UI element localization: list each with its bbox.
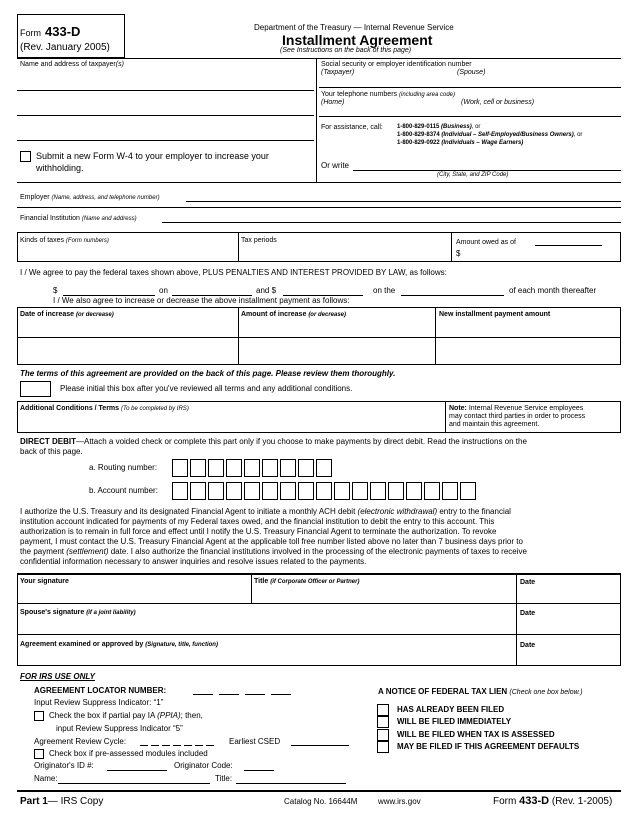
new-installment-header: New installment payment amount [439,311,551,318]
form-revision: (Rev. January 2005) [20,42,110,53]
your-signature-label: Your signature [20,578,69,585]
lien-option-checkbox-3[interactable] [377,729,389,741]
earliest-csed-line[interactable] [291,745,349,746]
direct-debit-instructions: DIRECT DEBIT—Attach a voided check or complete this part only if you choose to make payments by direct debit. Read the instructions on the [20,437,527,446]
title-label: Title (if Corporate Officer or Partner) [254,578,360,585]
agency-name: Department of the Treasury — Internal Revenue Service [254,23,454,32]
authorization-line-4: payment, I must contact the U.S. Treasury Financial Agent at the applicable toll free number listed above no later than 7 business days prior to [20,537,523,546]
page-subtitle: (See Instructions on the back of this page) [280,47,412,54]
form-prefix: Form [20,28,41,38]
agreement-statement: I / We agree to pay the federal taxes shown above, PLUS PENALTIES AND INTEREST PROVIDED BY LAW, as follows: [20,268,447,277]
originator-id-line[interactable] [107,770,167,771]
conditions-note-line2: may contact third parties in order to process [449,413,586,420]
routing-number-label: a. Routing number: [89,463,158,472]
lien-option-4: MAY BE FILED IF THIS AGREEMENT DEFAULTS [397,742,580,751]
title-line[interactable] [236,783,346,784]
terms-heading: The terms of this agreement are provided on the back of this page. Please review them thoroughly. [20,369,396,378]
write-label: Or write [321,161,349,170]
payment-on-the: on the [373,286,396,295]
amount-owed-dollar: $ [456,249,461,258]
ssn-taxpayer-label: (Taxpayer) [321,69,355,76]
originator-id-label: Originator's ID #: [34,761,94,770]
account-number-field[interactable] [172,482,478,500]
each-month-label: of each month thereafter [509,286,597,295]
address-line-3[interactable] [17,140,314,141]
suppress-indicator-1: Input Review Suppress Indicator: “1” [34,698,164,707]
date-label-2: Date [520,610,536,617]
phone-work-label: (Work, cell or business) [461,99,535,106]
initial-box[interactable] [20,381,51,397]
lien-heading: A NOTICE OF FEDERAL TAX LIEN (Check one box below.) [378,687,583,696]
payment-day-line[interactable] [401,295,504,296]
phone-label: Your telephone numbers (including area code) [321,91,456,98]
preassessed-label: Check box if pre-assessed modules included [49,749,208,758]
earliest-csed-label: Earliest CSED [229,737,281,746]
footer-website: www.irs.gov [378,797,421,806]
lien-option-checkbox-2[interactable] [377,716,389,728]
originator-code-line[interactable] [244,770,274,771]
kinds-of-taxes-label: Kinds of taxes (Form numbers) [20,237,109,244]
initial-instruction: Please initial this box after you've reviewed all terms and any additional conditions. [60,384,353,393]
payment-dollar: $ [53,286,58,295]
conditions-note-line1: Note: Internal Revenue Service employees [449,405,584,412]
amount-owed-label: Amount owed as of [456,239,516,246]
footer-catalog: Catalog No. 16644M [284,797,358,806]
payment-and: and $ [256,286,277,295]
additional-conditions-label: Additional Conditions / Terms (To be completed by IRS) [20,405,189,412]
ssn-label: Social security or employer identification number [321,61,472,68]
title-field-label: Title: [215,774,233,783]
amount-of-increase-header: Amount of increase (or decrease) [241,311,346,318]
address-line-1[interactable] [17,90,314,91]
lien-option-1: HAS ALREADY BEEN FILED [397,705,505,714]
irs-use-heading: FOR IRS USE ONLY [20,672,95,681]
signature-grid [17,573,621,666]
your-signature-field[interactable] [18,588,250,602]
direct-debit-instructions-2: back of this page. [20,447,83,456]
suppress-indicator-5: input Review Suppress Indicator “5” [56,724,183,733]
lien-option-checkbox-4[interactable] [377,741,389,753]
locator-number-label: AGREEMENT LOCATOR NUMBER: [34,686,167,695]
originator-code-label: Originator Code: [174,761,233,770]
employer-label: Employer (Name, address, and telephone number) [20,194,160,201]
phone-home-label: (Home) [321,99,345,106]
assist-phone-2: 1-800-829-8374 (Individual – Self-Employed/Business Owners), or [397,132,583,138]
date-label-1: Date [520,579,536,586]
form-number: 433-D [45,24,81,39]
assist-phone-1: 1-800-829-0115 (Business), or [397,124,481,130]
name-label: Name: [34,774,58,783]
account-number-label: b. Account number: [89,486,158,495]
financial-institution-line[interactable] [162,222,621,223]
footer-form-id: Form 433-D (Rev. 1-2005) [493,795,613,807]
name-line[interactable] [58,783,210,784]
date-label-3: Date [520,642,536,649]
preassessed-checkbox[interactable] [34,749,44,759]
authorization-line-1: I authorize the U.S. Treasury and its designated Financial Agent to initiate a monthly ACH debit (electronic withdrawal) entry to the financial [20,507,511,516]
authorization-line-6: confidential information necessary to answer inquiries and resolve issues related to the payments. [20,557,367,566]
review-cycle-label: Agreement Review Cycle: [34,737,127,746]
spouse-signature-label: Spouse's signature (if a joint liability) [20,609,136,616]
assist-phone-3: 1-800-829-0922 (Individuals – Wage Earners) [397,140,524,146]
w4-label-line2: withholding. [36,163,84,173]
w4-label-line1: Submit a new Form W-4 to your employer to increase your [36,151,269,161]
routing-number-field[interactable] [172,459,334,477]
city-state-zip-label: (City, State, and ZIP Code) [437,172,509,178]
authorization-line-3: authorization is to remain in full force and effect until I notify the U.S. Treasury Financial Agent to terminate the authorization. To revoke [20,527,497,536]
lien-option-checkbox-1[interactable] [377,704,389,716]
w4-checkbox[interactable] [20,151,31,162]
authorization-line-2: institution account indicated for payments of my Federal taxes owed, and the financial institution to debit the entry to this account. This [20,517,495,526]
partial-pay-label: Check the box if partial pay IA (PPIA); then, [49,711,203,720]
employer-line[interactable] [186,201,621,202]
payment-on: on [159,286,168,295]
address-line-2[interactable] [17,115,314,116]
write-address-line[interactable] [353,170,621,171]
ssn-spouse-label: (Spouse) [457,69,486,76]
lien-option-3: WILL BE FILED WHEN TAX IS ASSESSED [397,730,555,739]
partial-pay-checkbox[interactable] [34,711,44,721]
financial-institution-label: Financial Institution (Name and address) [20,215,137,222]
authorization-line-5: the payment (settlement) date. I also authorize the financial institutions involved in the processing of the electronic payments of taxes to receive [20,547,527,556]
assistance-label: For assistance, call: [321,124,383,131]
amount-owed-date-line[interactable] [535,245,602,246]
conditions-note-line3: and maintain this agreement. [449,421,540,428]
examined-by-label: Agreement examined or approved by (Signature, title, function) [20,641,218,648]
page-title: Installment Agreement [282,32,433,48]
lien-option-2: WILL BE FILED IMMEDIATELY [397,717,512,726]
footer-part: Part 1— IRS Copy [20,796,104,807]
increase-statement: I / We also agree to increase or decrease the above installment payment as follows: [53,296,350,305]
date-of-increase-header: Date of increase (or decrease) [20,311,114,318]
tax-periods-label: Tax periods [241,237,277,244]
taxpayer-name-label: Name and address of taxpayer(s) [20,61,124,68]
